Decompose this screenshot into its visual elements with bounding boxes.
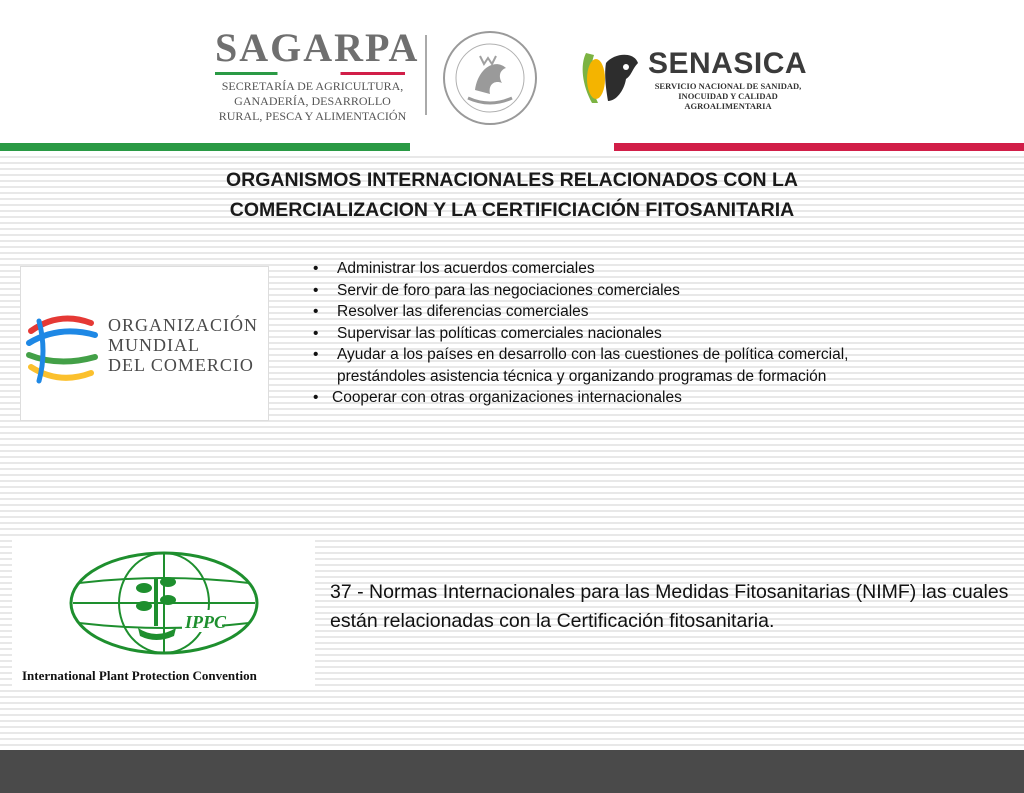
wto-logo-line1: ORGANIZACIÓN: [108, 315, 258, 335]
slide-title: ORGANISMOS INTERNACIONALES RELACIONADOS CON LA COMERCIALIZACION Y LA CERTIFICIACIÓN FITOSANITARIA: [225, 169, 798, 221]
nimf-description: 37 - Normas Internacionales para las Medidas Fitosanitarias (NIMF) las cuales están relacionadas con la Certificación fitosanitaria.: [330, 581, 1009, 632]
ippc-logo: [12, 538, 315, 688]
wto-logo-line3: DEL COMERCIO: [108, 355, 254, 375]
senasica-logo: [576, 45, 816, 115]
mexico-seal-icon: [440, 28, 540, 128]
ippc-badge: IPPC: [185, 612, 227, 632]
list-item: • Supervisar las políticas comerciales nacionales: [310, 323, 950, 345]
list-item: • Resolver las diferencias comerciales: [310, 301, 950, 323]
wto-emblem-icon: [25, 301, 105, 391]
list-item: • Servir de foro para las negociaciones comerciales: [310, 280, 950, 302]
wto-logo-text: [108, 315, 258, 375]
red-accent-bar: [614, 143, 1024, 151]
ippc-globe-icon: [64, 548, 264, 658]
wto-functions-list: [310, 258, 950, 409]
header-divider: [425, 35, 427, 115]
sagarpa-logo: [215, 25, 420, 124]
wto-logo: [20, 266, 269, 421]
list-item: • Ayudar a los países en desarrollo con las cuestiones de política comercial, prestándoles asistencia técnica y organizando programas de formación: [310, 344, 912, 387]
list-item: • Administrar los acuerdos comerciales: [310, 258, 950, 280]
senasica-emblem-icon: [576, 45, 642, 109]
sagarpa-name: SAGARPA: [215, 25, 420, 70]
senasica-subtitle: SERVICIO NACIONAL DE SANIDAD, INOCUIDAD Y CALIDAD AGROALIMENTARIA: [654, 81, 802, 111]
ippc-caption: International Plant Protection Convention: [22, 668, 257, 683]
header: [0, 0, 1024, 152]
list-item: • Cooperar con otras organizaciones internacionales: [310, 387, 950, 409]
sagarpa-subtitle: SECRETARÍA DE AGRICULTURA, GANADERÍA, DESARROLLO RURAL, PESCA Y ALIMENTACIÓN: [218, 79, 407, 123]
green-accent-bar: [0, 143, 410, 151]
senasica-name: SENASICA: [648, 47, 808, 80]
footer-bar: [0, 750, 1024, 793]
wto-logo-line2: MUNDIAL: [108, 335, 200, 355]
sagarpa-rule: [215, 72, 405, 75]
